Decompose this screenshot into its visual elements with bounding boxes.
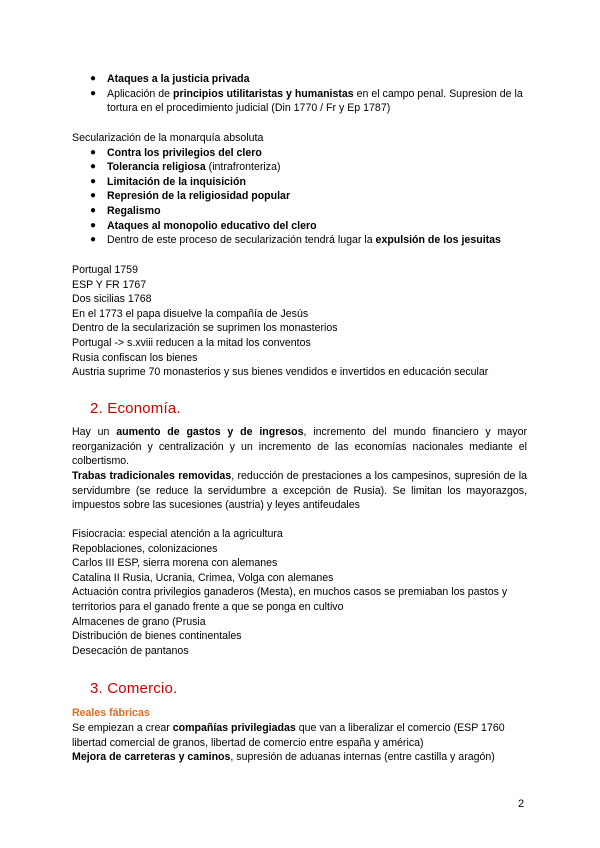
bullet-icon: ● [90,161,97,173]
note-line: Carlos III ESP, sierra morena con alemanes [72,557,278,570]
list-item: ● Regalismo [90,204,161,217]
note-line: Desecación de pantanos [72,644,189,657]
economia-notes [72,527,527,658]
page-number: 2 [518,798,525,810]
bullet-icon: ● [90,73,97,84]
note-line: Catalina II Rusia, Ucrania, Crimea, Volga con alemanes [72,571,334,584]
economia-paragraph-1: Hay un aumento de gastos y de ingresos, incremento del mundo financiero y mayor reorganización y centralización y un incremento de las economías nacionales mediante el colbertismo. [72,426,527,468]
list-item: ● Ataques a la justicia privada [90,73,250,85]
note-line: Fisiocracia: especial atención a la agricultura [72,528,283,540]
bullet-icon: ● [90,190,97,202]
bullet-icon: ● [90,175,97,187]
list-item: ● Tolerancia religiosa (intrafronteriza) [90,161,281,174]
note-line: Distribución de bienes continentales [72,630,242,643]
comercio-paragraph-1: Se empiezan a crear compañías privilegiadas que van a liberalizar el comercio (ESP 1760 libertad comercial de granos, libertad de comercio entre españa y américa) [72,722,505,749]
bullet-icon: ● [90,234,97,246]
jesuit-expulsion-notes [72,263,527,380]
note-line: ESP Y FR 1767 [72,278,147,291]
comercio-paragraph-2: Mejora de carreteras y caminos, supresión de aduanas internas (entre castilla y aragón) [72,751,495,763]
note-line: Portugal 1759 [72,264,138,276]
list-item: ● Represión de la religiosidad popular [90,190,291,203]
section-title-comercio: 3. Comercio. [90,680,178,697]
secularization-heading: Secularización de la monarquía absoluta [72,132,264,144]
list-item: ● Ataques al monopolio educativo del clero [90,219,317,232]
list-item: ● Dentro de este proceso de secularización tendrá lugar la expulsión de los jesuitas [90,234,501,247]
bullet-icon: ● [90,219,97,231]
note-line: Portugal -> s.xviii reducen a la mitad los conventos [72,336,311,349]
bullet-icon: ● [90,204,97,216]
bullet-icon: ● [90,87,97,99]
economia-paragraph-2: Trabas tradicionales removidas, reducción de prestaciones a los campesinos, supresión de la servidumbre (se reduce la servidumbre a excepción de Rusia). Se limitan los mayorazgos, impuestos sobre las sucesiones (austria) y leyes antifeudales [72,470,527,512]
list-item: ● Contra los privilegios del clero [90,146,262,159]
note-line: Almacenes de grano (Prusia [72,615,206,628]
note-line: Dentro de la secularización se suprimen los monasterios [72,322,338,335]
note-line: Actuación contra privilegios ganaderos (Mesta), en muchos casos se premiaban los pastos y territorios para el ganado frente a que se ponga en cultivo [72,586,508,613]
note-line: Dos sicilias 1768 [72,293,152,306]
list-item: ● Aplicación de principios utilitaristas y humanistas en el campo penal. Supresion de la tortura en el procedimiento judicial (Din 1770 / Fr y Ep 1787) [90,87,523,115]
top-bullet-list [72,72,527,116]
note-line: Rusia confiscan los bienes [72,351,198,364]
comercio-subtitle: Reales fábricas [72,707,150,719]
bullet-icon: ● [90,146,97,158]
note-line: Austria suprime 70 monasterios y sus bienes vendidos e invertidos en educación secular [72,366,489,379]
note-line: En el 1773 el papa disuelve la compañía de Jesús [72,307,309,320]
note-line: Repoblaciones, colonizaciones [72,542,218,555]
secularization-section [72,131,527,248]
secularization-list [72,146,527,248]
section-title-economia: 2. Economía. [90,400,181,417]
list-item: ● Limitación de la inquisición [90,175,246,188]
